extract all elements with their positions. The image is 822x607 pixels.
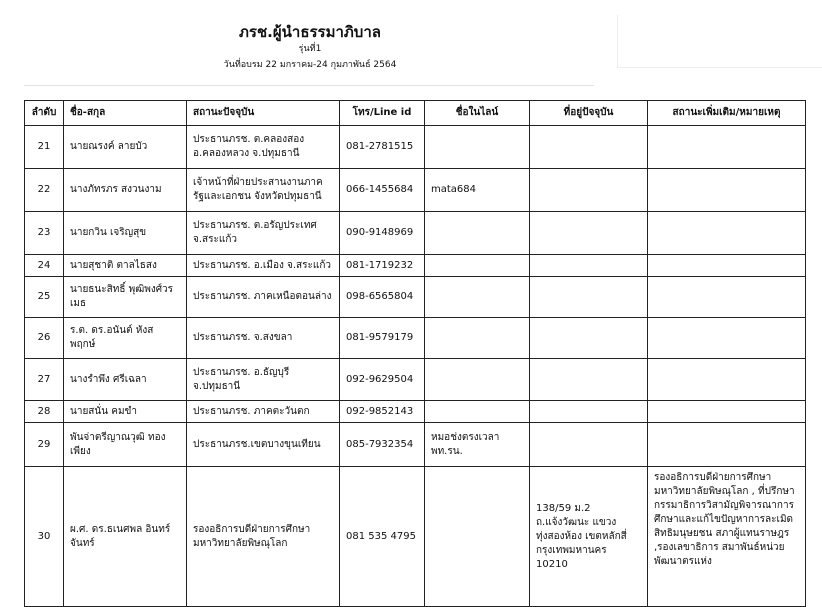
table-row: [25, 212, 806, 255]
cell-address: [530, 423, 648, 467]
cell-address: [530, 359, 648, 401]
cell-phone: 081-9579179: [340, 318, 425, 359]
cell-name: นายสุชาติ ตาลไธสง: [64, 255, 187, 277]
cell-name: พันจ่าตรีญาณวุฒิ ทองเพียง: [64, 423, 187, 467]
cell-name: นายธนะสิทธิ์ พุฒิพงศ์วรเมธ: [64, 277, 187, 318]
cell-address: [530, 169, 648, 212]
page-title: ภรช.ผู้นำธรรมาภิบาล: [239, 23, 381, 41]
cell-line-name: [425, 126, 530, 169]
cell-name: ผ.ศ. ดร.ธเนศพล อินทร์จันทร์: [64, 467, 187, 607]
table-row: [25, 255, 806, 277]
cell-address: [530, 212, 648, 255]
table-row: [25, 359, 806, 401]
cell-name: นางรำพึง ศรีเฉลา: [64, 359, 187, 401]
cell-note: [648, 277, 806, 318]
cell-name: นายณรงค์ ลายบัว: [64, 126, 187, 169]
cell-phone: 098-6565804: [340, 277, 425, 318]
cell-status: ประธานภรช. อ.ธัญบุรี จ.ปทุมธานี: [187, 359, 340, 401]
cell-status: ประธานภรช. จ.สงขลา: [187, 318, 340, 359]
cell-no: 29: [25, 423, 64, 467]
batch-label: รุ่นที่1: [298, 44, 322, 54]
cell-status: ประธานภรช. ต.คลองสอง อ.คลองหลวง จ.ปทุมธานี: [187, 126, 340, 169]
side-panel: [617, 15, 822, 68]
cell-line-name: [425, 401, 530, 423]
cell-status: ประธานภรช.เขตบางขุนเทียน: [187, 423, 340, 467]
cell-name: ร.ต. ดร.อนันต์ หังส พฤกษ์: [64, 318, 187, 359]
cell-status: ประธานภรช. ต.อรัญประเทศ จ.สระแก้ว: [187, 212, 340, 255]
training-dates: วันที่อบรม 22 มกราคม-24 กุมภาพันธ์ 2564: [223, 60, 397, 70]
table-header-row: [25, 101, 806, 126]
cell-no: 21: [25, 126, 64, 169]
col-header-note: สถานะเพิ่มเติม/หมายเหตุ: [648, 101, 806, 126]
cell-phone: 085-7932354: [340, 423, 425, 467]
cell-line-name: [425, 318, 530, 359]
cell-no: 24: [25, 255, 64, 277]
cell-phone: 081 535 4795: [340, 467, 425, 607]
cell-name: นายกวิน เจริญสุข: [64, 212, 187, 255]
header-divider: [24, 85, 594, 86]
cell-line-name: mata684: [425, 169, 530, 212]
cell-note: [648, 359, 806, 401]
col-header-phone: โทร/Line id: [340, 101, 425, 126]
cell-no: 26: [25, 318, 64, 359]
cell-line-name: [425, 212, 530, 255]
col-header-address: ที่อยู่ปัจจุบัน: [530, 101, 648, 126]
cell-line-name: [425, 467, 530, 607]
cell-note: รองอธิการบดีฝ่ายการศึกษา มหาวิทยาลัยพิษณุโลก , ที่ปรึกษากรรมาธิการวิสามัญพิจารณาการศึกษาและแก้ไขปัญหาการละเมิดสิทธิมนุษยชน สภาผู้แทนราษฎร ,รองเลขาธิการ สมาพันธ์หน่วยพัฒนาตรแห่ง: [648, 467, 806, 607]
col-header-name: ชื่อ-สกุล: [64, 101, 187, 126]
table-row: [25, 401, 806, 423]
table-row: [25, 277, 806, 318]
cell-note: [648, 401, 806, 423]
cell-no: 30: [25, 467, 64, 607]
table-row: [25, 318, 806, 359]
cell-phone: 092-9629504: [340, 359, 425, 401]
cell-status: ประธานภรช. ภาคตะวันตก: [187, 401, 340, 423]
cell-no: 23: [25, 212, 64, 255]
cell-line-name: หมอช่งตรงเวลา พท.รน.: [425, 423, 530, 467]
cell-address: [530, 318, 648, 359]
table-row: [25, 169, 806, 212]
cell-note: [648, 423, 806, 467]
cell-no: 22: [25, 169, 64, 212]
cell-name: นายสนั่น คมขำ: [64, 401, 187, 423]
participants-table: [24, 100, 806, 607]
cell-name: นางภัทรภร สงวนงาม: [64, 169, 187, 212]
col-header-line-name: ชื่อในไลน์: [425, 101, 530, 126]
cell-address: [530, 255, 648, 277]
cell-no: 27: [25, 359, 64, 401]
col-header-no: ลำดับ: [25, 101, 64, 126]
cell-line-name: [425, 277, 530, 318]
cell-no: 25: [25, 277, 64, 318]
cell-note: [648, 169, 806, 212]
table-row: [25, 423, 806, 467]
cell-status: ประธานภรช. ภาคเหนือตอนล่าง: [187, 277, 340, 318]
cell-note: [648, 212, 806, 255]
cell-no: 28: [25, 401, 64, 423]
col-header-status: สถานะปัจจุบัน: [187, 101, 340, 126]
cell-address: [530, 401, 648, 423]
cell-status: ประธานภรช. อ.เมือง จ.สระแก้ว: [187, 255, 340, 277]
cell-phone: 081-1719232: [340, 255, 425, 277]
cell-phone: 092-9852143: [340, 401, 425, 423]
cell-address: [530, 126, 648, 169]
cell-status: เจ้าหน้าที่ฝ่ายประสานงานภาครัฐและเอกชน จังหวัดปทุมธานี: [187, 169, 340, 212]
cell-address: 138/59 ม.2 ถ.แจ้งวัฒนะ แขวงทุ่งสองห้อง เขตหลักสี่ กรุงเทพมหานคร 10210: [530, 467, 648, 607]
cell-line-name: [425, 359, 530, 401]
cell-phone: 066-1455684: [340, 169, 425, 212]
cell-line-name: [425, 255, 530, 277]
cell-status: รองอธิการบดีฝ่ายการศึกษา มหาวิทยาลัยพิษณุโลก: [187, 467, 340, 607]
cell-phone: 090-9148969: [340, 212, 425, 255]
cell-note: [648, 255, 806, 277]
cell-address: [530, 277, 648, 318]
cell-phone: 081-2781515: [340, 126, 425, 169]
cell-note: [648, 318, 806, 359]
cell-note: [648, 126, 806, 169]
table-row: [25, 126, 806, 169]
table-row: [25, 467, 806, 607]
